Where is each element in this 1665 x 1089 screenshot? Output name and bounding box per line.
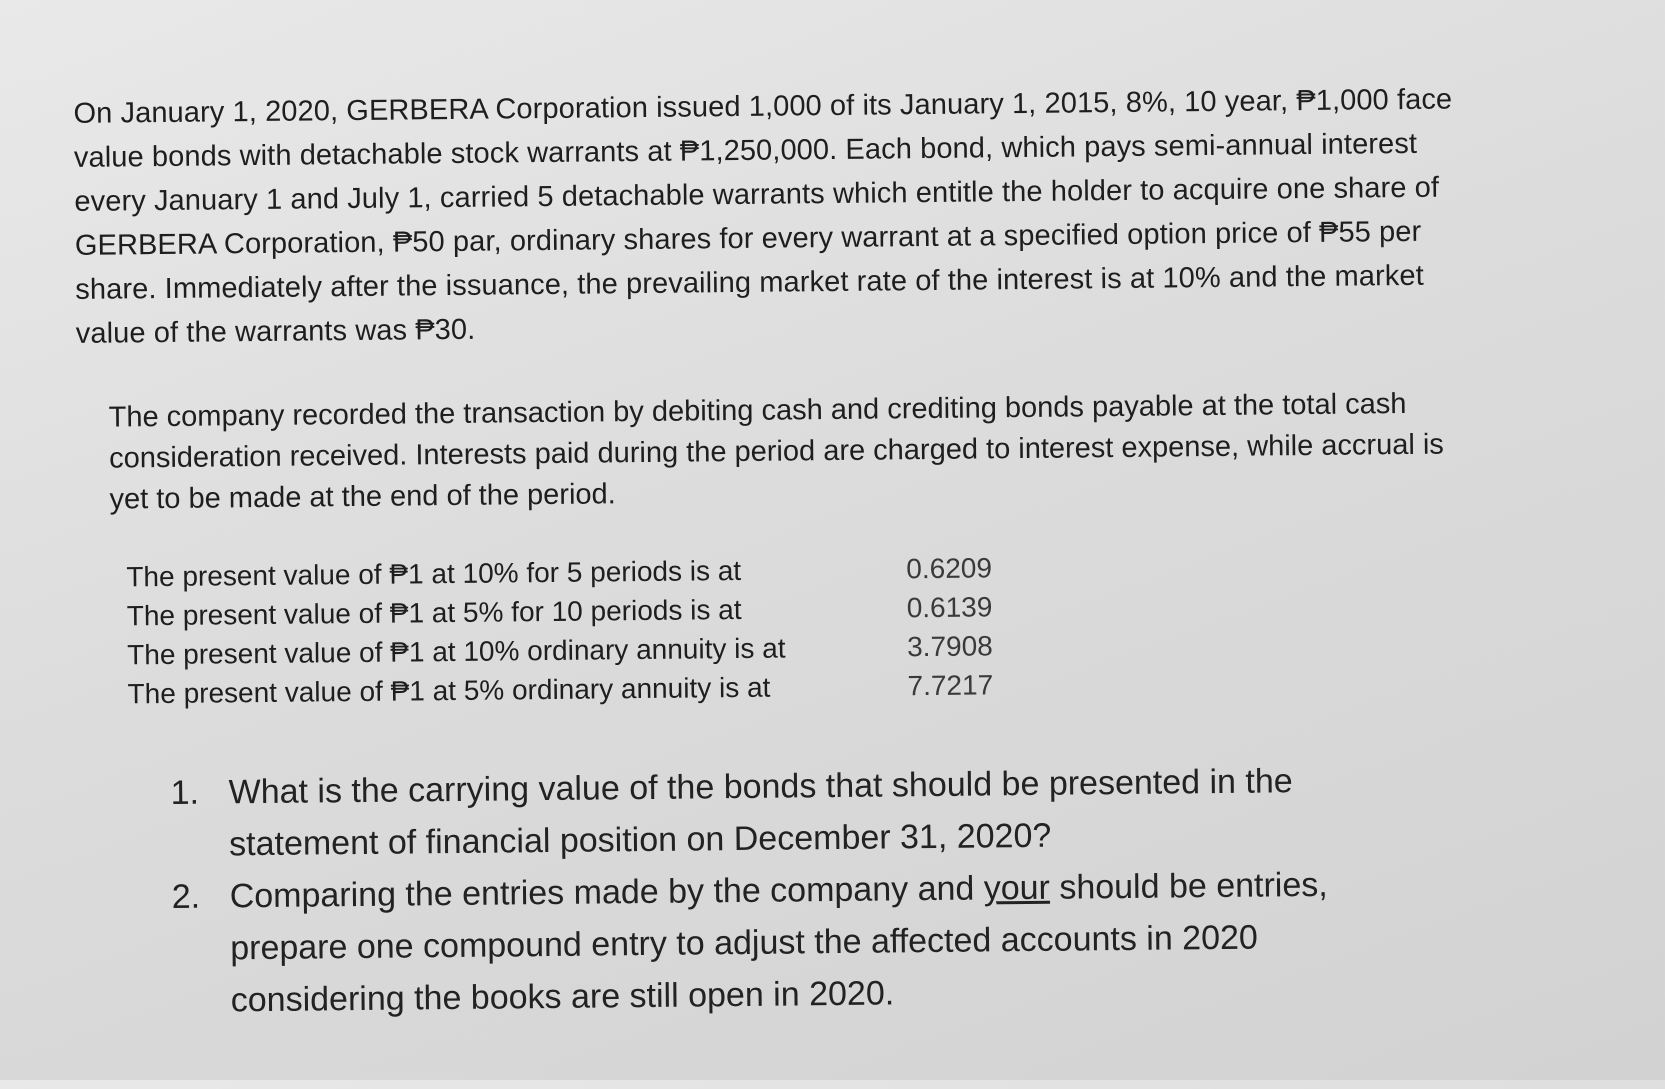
paragraph-line: value bonds with detachable stock warrants at ₱1,250,000. Each bond, which pays semi-annual interest <box>73 127 1418 174</box>
paragraph-line: consideration received. Interests paid during the period are charged to interest expense, while accrual is <box>108 428 1444 475</box>
question-text <box>228 752 1591 870</box>
pv-value: 0.6139 <box>906 591 993 624</box>
question-number: 2. <box>171 877 201 916</box>
question-line: prepare one compound entry to adjust the affected accounts in 2020 <box>230 918 1259 968</box>
paragraph-line: GERBERA Corporation, ₱50 par, ordinary shares for every warrant at a specified option price of ₱55 per <box>74 215 1422 262</box>
pv-value: 0.6209 <box>906 552 993 585</box>
question-fragment: Comparing the entries made by the company and <box>229 869 984 916</box>
question-line: statement of financial position on December 31, 2020? <box>228 816 1052 864</box>
pv-row <box>127 665 1027 713</box>
question-number: 1. <box>170 773 200 812</box>
question-list <box>170 752 1593 1027</box>
paragraph-line: every January 1 and July 1, carried 5 detachable warrants which entitle the holder to acquire one share of <box>74 171 1440 218</box>
question-line: What is the carrying value of the bonds that should be presented in the <box>228 762 1293 812</box>
paragraph-line: yet to be made at the end of the period. <box>109 478 616 516</box>
paragraph-line: share. Immediately after the issuance, the prevailing market rate of the interest is at 10% and the market <box>75 259 1424 306</box>
paragraph-line: The company recorded the transaction by debiting cash and crediting bonds payable at the total cash <box>108 387 1407 434</box>
question-line: considering the books are still open in 2020. <box>230 974 895 1020</box>
pv-label: The present value of ₱1 at 10% ordinary annuity is at <box>127 632 786 671</box>
present-value-table <box>126 548 1028 713</box>
pv-value: 3.7908 <box>906 630 993 663</box>
pv-label: The present value of ₱1 at 5% ordinary annuity is at <box>127 671 771 710</box>
pv-label: The present value of ₱1 at 10% for 5 periods is at <box>126 554 742 593</box>
underlined-word: your <box>983 868 1051 908</box>
pv-label: The present value of ₱1 at 5% for 10 periods is at <box>126 593 742 632</box>
pv-value: 7.7217 <box>907 669 994 702</box>
question-text <box>229 856 1593 1026</box>
question-item-2 <box>171 856 1593 1027</box>
paragraph-line: On January 1, 2020, GERBERA Corporation issued 1,000 of its January 1, 2015, 8%, 10 year, ₱1,000 face <box>73 83 1453 130</box>
transaction-paragraph <box>108 382 1609 521</box>
question-fragment: should be entries, <box>1049 865 1328 907</box>
question-item-1 <box>170 752 1591 871</box>
problem-paragraph <box>73 76 1616 356</box>
paragraph-line: value of the warrants was ₱30. <box>75 313 476 350</box>
